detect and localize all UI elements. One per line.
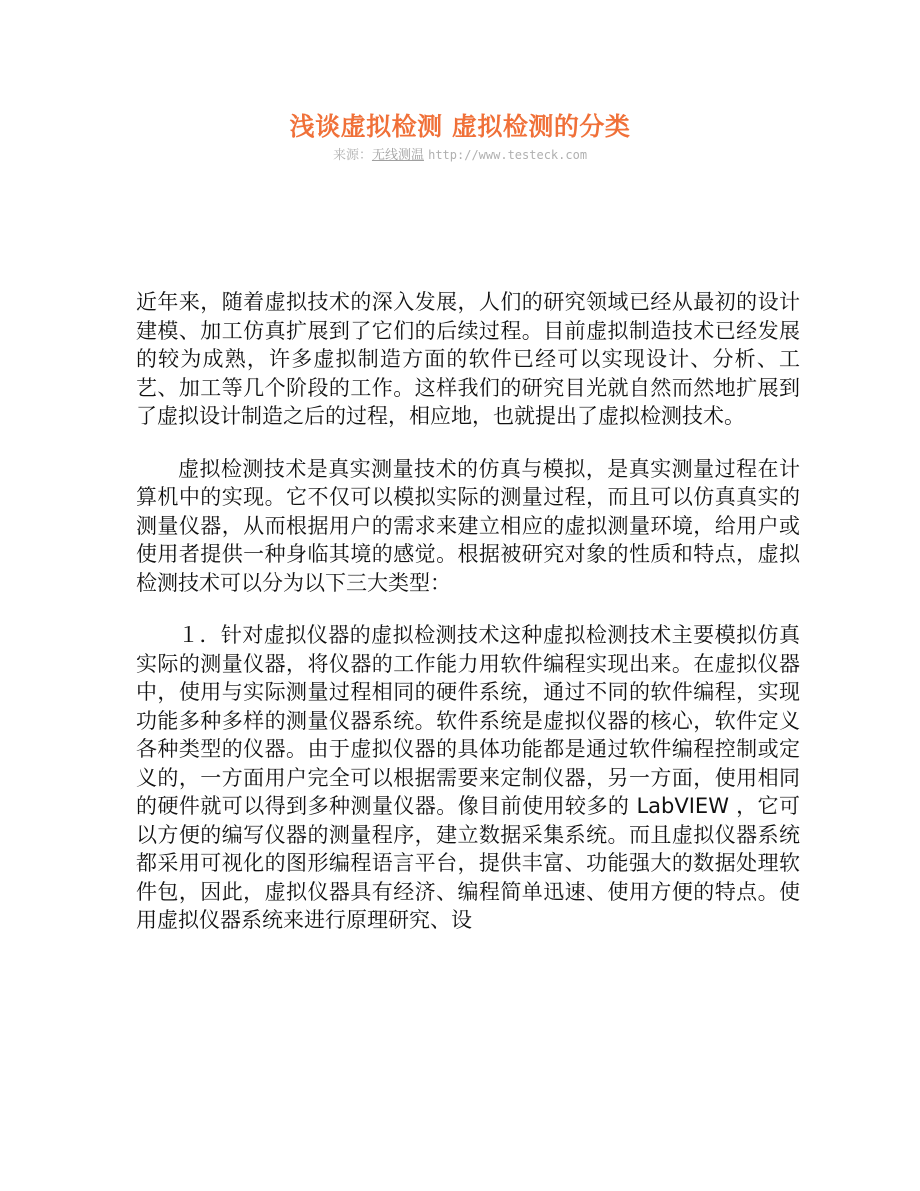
source-line (0, 146, 920, 165)
paragraph-type-1: １．针对虚拟仪器的虚拟检测技术这种虚拟检测技术主要模拟仿真实际的测量仪器，将仪器的工作能力用软件编程实现出来。在虚拟仪器中，使用与实际测量过程相同的硬件系统，通过不同的软件编程，实现功能多种多样的测量仪器系统。软件系统是虚拟仪器的核心，软件定义各种类型的仪器。由于虚拟仪器的具体功能都是通过软件编程控制或定义的，一方面用户完全可以根据需要来定制仪器，另一方面，使用相同的硬件就可以得到多种测量仪器。像目前使用较多的 LabVIEW ，它可以方便的编写仪器的测量程序，建立数据采集系统。而且虚拟仪器系统都采用可视化的图形编程语言平台，提供丰富、功能强大的数据处理软件包，因此，虚拟仪器具有经济、编程简单迅速、使用方便的特点。使用虚拟仪器系统来进行原理研究、设 (136, 623, 800, 932)
document-header (0, 108, 920, 165)
paragraph-intro: 近年来，随着虚拟技术的深入发展，人们的研究领域已经从最初的设计建模、加工仿真扩展到了它们的后续过程。目前虚拟制造技术已经发展的较为成熟，许多虚拟制造方面的软件已经可以实现设计、分析、工艺、加工等几个阶段的工作。这样我们的研究目光就自然而然地扩展到了虚拟设计制造之后的过程，相应地，也就提出了虚拟检测技术。 (136, 290, 800, 428)
paragraph-definition: 虚拟检测技术是真实测量技术的仿真与模拟，是真实测量过程在计算机中的实现。它不仅可以模拟实际的测量过程，而且可以仿真真实的测量仪器，从而根据用户的需求来建立相应的虚拟测量环境，给用户或使用者提供一种身临其境的感觉。根据被研究对象的性质和特点，虚拟检测技术可以分为以下三大类型： (136, 456, 800, 595)
page-title: 浅谈虚拟检测 虚拟检测的分类 (289, 112, 631, 141)
source-link[interactable]: 无线测温 (371, 148, 424, 163)
source-label: 来源： (332, 148, 372, 163)
article-body (136, 288, 800, 959)
source-url[interactable]: http://www.testeck.com (428, 148, 588, 162)
